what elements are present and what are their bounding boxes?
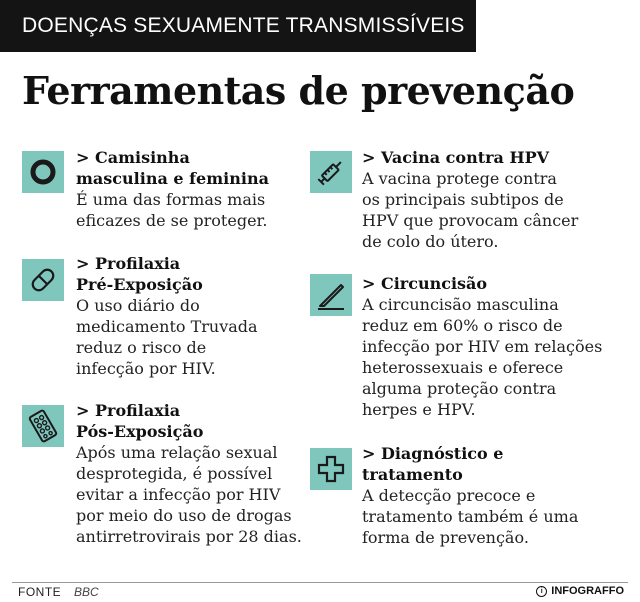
circumcision-icon-box bbox=[310, 274, 352, 316]
item-circuncisao bbox=[362, 273, 602, 420]
item-pep bbox=[76, 400, 302, 547]
item-body: antirretrovirais por 28 dias. bbox=[76, 527, 302, 546]
section-banner: DOENÇAS SEXUAMENTE TRANSMISSÍVEIS bbox=[0, 0, 476, 52]
item-body: A vacina protege contra bbox=[362, 169, 557, 188]
condom-icon-box bbox=[22, 151, 64, 193]
item-heading: tratamento bbox=[362, 465, 463, 484]
page-title: Ferramentas de prevenção bbox=[22, 68, 575, 113]
item-body: HPV que provocam câncer bbox=[362, 211, 579, 230]
item-body: alguma proteção contra bbox=[362, 379, 557, 398]
item-body: por meio do uso de drogas bbox=[76, 506, 292, 525]
infograffo-logo-icon: i bbox=[536, 586, 547, 597]
item-heading: Pré-Exposição bbox=[76, 275, 203, 294]
source-label: FONTE bbox=[18, 585, 62, 599]
brand-name: INFOGRAFFO bbox=[551, 585, 624, 597]
item-body: É uma das formas mais bbox=[76, 190, 266, 209]
syringe-icon bbox=[314, 155, 348, 189]
item-heading: > Camisinha bbox=[76, 148, 190, 167]
item-vacina bbox=[362, 147, 578, 252]
item-body: infecção por HIV. bbox=[76, 359, 216, 378]
item-body: de colo do útero. bbox=[362, 232, 499, 251]
item-body: tratamento também é uma bbox=[362, 507, 579, 526]
item-body: reduz o risco de bbox=[76, 338, 207, 357]
item-body: desprotegida, é possível bbox=[76, 464, 273, 483]
item-body: eficazes de se proteger. bbox=[76, 211, 268, 230]
item-camisinha bbox=[76, 147, 269, 231]
pep-icon-box bbox=[22, 405, 64, 447]
item-body: evitar a infecção por HIV bbox=[76, 485, 281, 504]
scalpel-icon bbox=[314, 278, 348, 312]
item-heading: masculina e feminina bbox=[76, 169, 269, 188]
item-body: infecção por HIV em relações bbox=[362, 337, 603, 356]
brand-logo bbox=[536, 585, 624, 597]
pill-icon bbox=[27, 264, 59, 296]
item-heading: > Diagnóstico e bbox=[362, 444, 504, 463]
ring-icon bbox=[28, 157, 58, 187]
item-heading: > Profilaxia bbox=[76, 401, 181, 420]
medical-cross-icon bbox=[316, 454, 346, 484]
item-body: medicamento Truvada bbox=[76, 317, 258, 336]
item-body: O uso diário do bbox=[76, 296, 200, 315]
source-value: BBC bbox=[74, 585, 99, 599]
item-body: os principais subtipos de bbox=[362, 190, 564, 209]
pill-blister-icon bbox=[26, 409, 60, 443]
item-heading: > Vacina contra HPV bbox=[362, 148, 550, 167]
item-body: herpes e HPV. bbox=[362, 400, 476, 419]
footer-divider bbox=[12, 582, 628, 583]
vaccine-icon-box bbox=[310, 151, 352, 193]
item-body: reduz em 60% o risco de bbox=[362, 316, 563, 335]
item-body: heterossexuais e oferece bbox=[362, 358, 564, 377]
item-heading: Pós-Exposição bbox=[76, 422, 204, 441]
diagnosis-icon-box bbox=[310, 448, 352, 490]
item-body: forma de prevenção. bbox=[362, 528, 529, 547]
item-heading: > Profilaxia bbox=[76, 254, 181, 273]
item-body: A detecção precoce e bbox=[362, 486, 536, 505]
item-diagnostico bbox=[362, 443, 578, 548]
item-heading: > Circuncisão bbox=[362, 274, 488, 293]
prep-icon-box bbox=[22, 259, 64, 301]
item-prep bbox=[76, 253, 258, 379]
item-body: A circuncisão masculina bbox=[362, 295, 559, 314]
item-body: Após uma relação sexual bbox=[76, 443, 278, 462]
